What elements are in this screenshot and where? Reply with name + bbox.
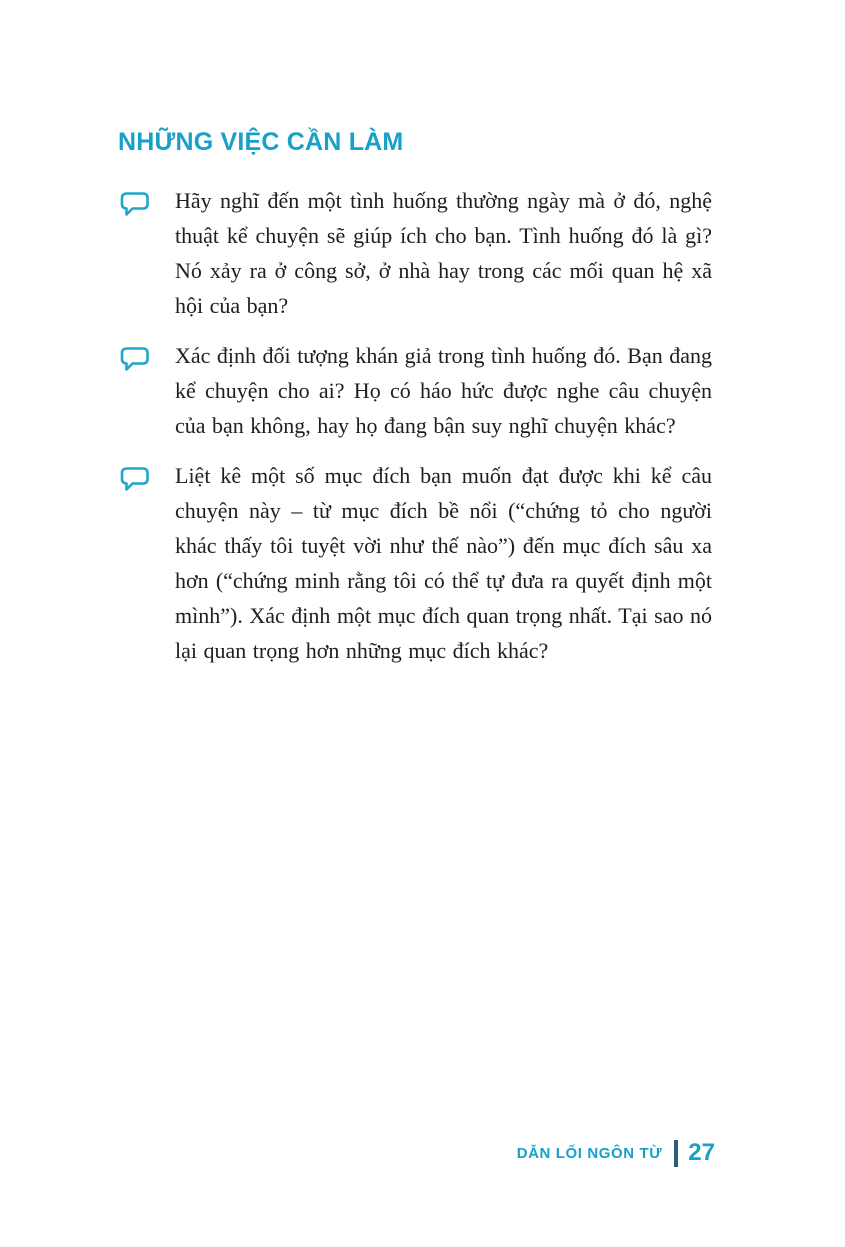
page-footer <box>517 1139 715 1167</box>
checklist-item <box>118 458 712 668</box>
speech-bubble-icon <box>118 458 175 493</box>
speech-bubble-icon <box>118 183 175 218</box>
section-heading: NHỮNG VIỆC CẦN LÀM <box>118 128 404 156</box>
speech-bubble-icon <box>118 338 175 373</box>
checklist-item-text: Hãy nghĩ đến một tình huống thường ngày mà ở đó, nghệ thuật kể chuyện sẽ giúp ích cho bạn. Tình huống đó là gì? Nó xảy ra ở công sở, ở nhà hay trong các mối quan hệ xã hội của bạn? <box>175 188 712 318</box>
checklist-item-text: Liệt kê một số mục đích bạn muốn đạt được khi kể câu chuyện này – từ mục đích bề nổi (“chứng tỏ cho người khác thấy tôi tuyệt vời như thế nào”) đến mục đích sâu xa hơn (“chứng minh rằng tôi có thể tự đưa ra quyết định một mình”). Xác định một mục đích quan trọng nhất. Tại sao nó lại quan trọng hơn những mục đích khác? <box>175 463 712 663</box>
checklist-item <box>118 338 712 443</box>
checklist-item <box>118 183 712 323</box>
page-number: 27 <box>688 1139 715 1166</box>
footer-divider <box>674 1140 678 1167</box>
checklist-item-text: Xác định đối tượng khán giả trong tình huống đó. Bạn đang kể chuyện cho ai? Họ có háo hức được nghe câu chuyện của bạn không, hay họ đang bận suy nghĩ chuyện khác? <box>175 343 712 438</box>
running-title: DẪN LỐI NGÔN TỪ <box>516 1144 663 1162</box>
